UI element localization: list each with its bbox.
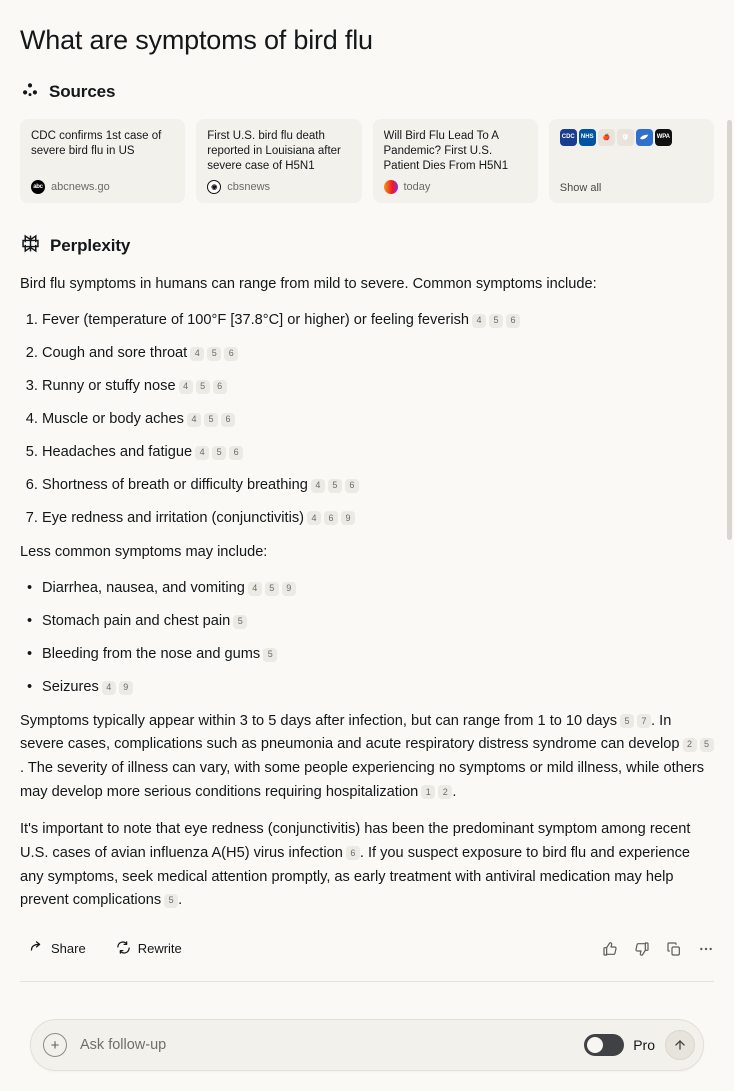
list-item	[42, 475, 714, 497]
citation-chip[interactable]: 4	[195, 446, 209, 460]
symptom-text: Seizures	[42, 678, 99, 695]
submit-button[interactable]	[665, 1030, 695, 1060]
citation-chip[interactable]: 5	[328, 479, 342, 493]
citation-chip[interactable]: 1	[421, 785, 435, 799]
cdc-favicon-icon: CDC	[560, 129, 577, 146]
citation-chip[interactable]: 6	[346, 846, 360, 860]
action-bar-right	[602, 941, 714, 957]
source-footer	[31, 180, 174, 194]
citation-chip[interactable]: 7	[637, 714, 651, 728]
citation-chip[interactable]: 9	[282, 582, 296, 596]
answer-paragraph-3	[20, 818, 714, 913]
sources-grid	[20, 119, 714, 203]
citation-chip[interactable]: 5	[233, 615, 247, 629]
citation-chip[interactable]: 5	[212, 446, 226, 460]
source-card[interactable]	[20, 119, 185, 203]
perplexity-logo-icon	[20, 233, 41, 259]
citation-chip[interactable]: 6	[229, 446, 243, 460]
rewrite-icon	[116, 940, 131, 958]
citation-chip[interactable]: 4	[102, 681, 116, 695]
citation-chip[interactable]: 6	[224, 347, 238, 361]
symptom-text: Eye redness and irritation (conjunctivitis)	[42, 509, 304, 526]
source-card[interactable]	[196, 119, 361, 203]
share-button[interactable]	[20, 935, 97, 963]
source-footer	[384, 180, 527, 194]
citation-chip[interactable]: 4	[472, 314, 486, 328]
list-item	[42, 409, 714, 431]
share-icon	[29, 940, 44, 958]
page-title: What are symptoms of bird flu	[20, 25, 373, 55]
action-bar-left	[20, 935, 193, 963]
abc-favicon-icon: abc	[31, 180, 45, 194]
citation-chip[interactable]: 5	[196, 380, 210, 394]
list-item	[42, 442, 714, 464]
answer-label: Perplexity	[50, 235, 131, 255]
today-favicon-icon	[384, 180, 398, 194]
nhs-favicon-icon: NHS	[579, 129, 596, 146]
sources-label: Sources	[49, 82, 116, 102]
next-section-placeholder	[0, 982, 734, 1013]
who-favicon-icon: 🛡	[617, 129, 634, 146]
source-domain: cbsnews	[227, 180, 271, 193]
less-common-lead: Less common symptoms may include:	[20, 543, 268, 560]
pro-label: Pro	[633, 1037, 655, 1053]
citation-chip[interactable]: 6	[221, 413, 235, 427]
citation-chip[interactable]: 6	[345, 479, 359, 493]
apple-favicon-icon: 🍎	[598, 129, 615, 146]
list-item	[42, 611, 714, 633]
citation-chip[interactable]: 5	[620, 714, 634, 728]
citation-chip[interactable]: 5	[700, 738, 714, 752]
answer-header	[20, 233, 714, 259]
rewrite-button[interactable]	[107, 935, 193, 963]
paragraph-text: .	[178, 892, 183, 909]
citation-chip[interactable]: 5	[164, 894, 178, 908]
show-all-label: Show all	[559, 181, 602, 194]
list-item	[42, 343, 714, 365]
less-common-symptoms-list	[20, 578, 714, 699]
list-item	[42, 508, 714, 530]
more-options-icon[interactable]	[698, 941, 714, 957]
answer-action-bar	[20, 935, 714, 981]
symptom-text: Fever (temperature of 100°F [37.8°C] or higher) or feeling feverish	[42, 312, 469, 329]
source-domain: abcnews.go	[51, 180, 110, 193]
citation-chip[interactable]: 5	[489, 314, 503, 328]
paragraph-text: It's important to note that eye redness (conjunctivitis) has been the predominant symptom among recent U.S. cases of avian influenza A(H5) virus infection	[20, 821, 691, 862]
answer-intro: Bird flu symptoms in humans can range from mild to severe. Common symptoms include:	[20, 275, 597, 292]
citation-chip[interactable]: 4	[311, 479, 325, 493]
paragraph-text: Symptoms typically appear within 3 to 5 days after infection, but can range from 1 to 10 days	[20, 712, 618, 729]
citation-chip[interactable]: 5	[265, 582, 279, 596]
symptom-text: Muscle or body aches	[42, 411, 184, 428]
wpa-favicon-icon: WPA	[655, 129, 672, 146]
thumbs-up-icon[interactable]	[602, 941, 618, 957]
source-domain: today	[403, 180, 431, 193]
paragraph-text: . The severity of illness can vary, with some people experiencing no symptoms or mild illness, while others may develop more serious conditions requiring hospitalization	[20, 760, 705, 800]
list-item	[42, 310, 714, 332]
citation-chip[interactable]: 9	[119, 681, 133, 695]
source-title: CDC confirms 1st case of severe bird flu in US	[31, 129, 162, 157]
list-item	[42, 677, 714, 699]
copy-icon[interactable]	[666, 941, 682, 957]
citation-chip[interactable]: 6	[324, 511, 338, 525]
symptom-text: Bleeding from the nose and gums	[42, 646, 261, 663]
citation-chip[interactable]: 2	[438, 785, 452, 799]
source-title: Will Bird Flu Lead To A Pandemic? First U.S. Patient Dies From H5N1	[383, 129, 509, 173]
cbs-favicon-icon: ◉	[207, 180, 221, 194]
add-attachment-icon[interactable]: +	[43, 1033, 67, 1057]
composer-container	[30, 1019, 704, 1071]
pro-toggle[interactable]	[584, 1034, 624, 1056]
paragraph-text: . In severe cases, complications such as pneumonia and acute respiratory distress syndrome can develop	[20, 712, 680, 753]
thumbs-down-icon[interactable]	[634, 941, 650, 957]
citation-chip[interactable]: 4	[248, 582, 262, 596]
citation-chip[interactable]: 9	[341, 511, 355, 525]
paragraph-text: .	[452, 783, 457, 800]
list-item	[42, 376, 714, 398]
answer-body	[20, 273, 714, 913]
citation-chip[interactable]: 4	[179, 380, 193, 394]
citation-chip[interactable]: 4	[307, 511, 321, 525]
source-card[interactable]	[373, 119, 538, 203]
share-label: Share	[51, 941, 86, 957]
citation-chip[interactable]: 5	[263, 648, 277, 662]
followup-composer	[30, 1019, 704, 1071]
symptom-text: Cough and sore throat	[42, 345, 188, 362]
source-favicon-stack	[560, 129, 703, 146]
symptom-text: Runny or stuffy nose	[42, 378, 176, 395]
symptom-text: Shortness of breath or difficulty breathing	[42, 476, 308, 493]
citation-chip[interactable]: 2	[683, 738, 697, 752]
sources-icon	[20, 80, 40, 105]
citation-chip[interactable]: 6	[213, 380, 227, 394]
sources-header	[20, 80, 714, 105]
show-all-sources-card[interactable]	[549, 119, 714, 203]
source-footer	[207, 180, 350, 194]
followup-input[interactable]	[67, 1036, 584, 1054]
symptom-text: Diarrhea, nausea, and vomiting	[42, 580, 245, 597]
page-scrollbar[interactable]	[727, 120, 732, 540]
symptom-text: Stomach pain and chest pain	[42, 613, 231, 630]
rewrite-label: Rewrite	[137, 941, 182, 957]
symptom-text: Headaches and fatigue	[42, 443, 193, 460]
citation-chip[interactable]: 5	[204, 413, 218, 427]
list-item	[42, 578, 714, 600]
citation-chip[interactable]: 5	[207, 347, 221, 361]
common-symptoms-list	[20, 310, 714, 529]
citation-chip[interactable]: 6	[506, 314, 520, 328]
source-title: First U.S. bird flu death reported in Louisiana after severe case of H5N1	[207, 129, 341, 173]
answer-paragraph-2	[20, 710, 714, 805]
citation-chip[interactable]: 4	[187, 413, 201, 427]
bird-favicon-icon	[636, 129, 653, 146]
citation-chip[interactable]: 4	[190, 347, 204, 361]
list-item	[42, 644, 714, 666]
paragraph-text: . If you suspect exposure to bird flu and experience any symptoms, seek medical attention promptly, as early treatment with antiviral medication may help prevent complications	[20, 845, 691, 909]
